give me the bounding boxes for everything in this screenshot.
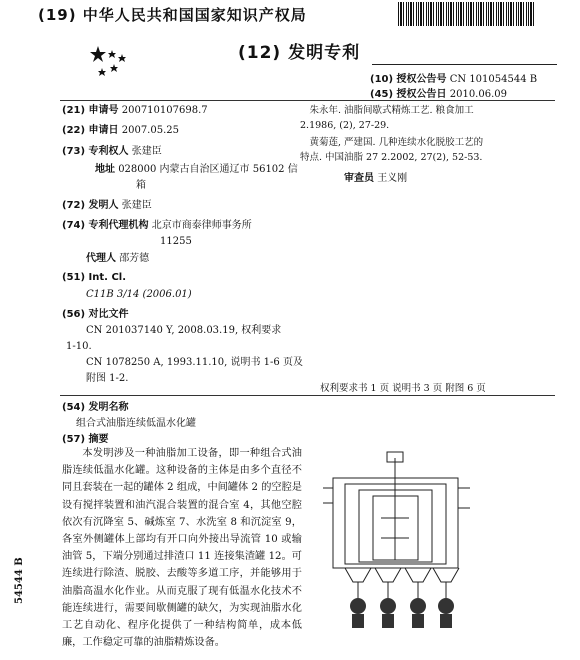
divider (60, 395, 555, 396)
title-label: (54) 发明名称 (62, 402, 129, 413)
citation-1-cont: 1-10. (66, 341, 92, 352)
app-no-row: (21) 申请号 200710107698.7 (62, 105, 208, 116)
divider (372, 64, 557, 65)
reference-1: 朱永年. 油脂间歇式精炼工艺. 粮食加工 2.1986, (2), 27-29. (300, 105, 474, 131)
examiner-row: 审查员 王义刚 (344, 173, 408, 184)
office-header: (19) 中华人民共和国国家知识产权局 (38, 6, 307, 24)
agency-code: 11255 (160, 236, 192, 247)
pub-date-label: (45) 授权公告日 (370, 89, 447, 100)
barcode (398, 2, 536, 26)
citations-label: (56) 对比文件 (62, 309, 129, 320)
pub-date: 2010.06.09 (449, 89, 507, 100)
address-cont: 箱 (136, 180, 146, 191)
agent-row: 代理人 邵芳德 (86, 253, 150, 264)
side-pub-number: 54544 B (14, 557, 25, 604)
pub-number: CN 101054544 B (449, 74, 538, 85)
citation-2: CN 1078250 A, 1993.11.10, 说明书 1-6 页及 (86, 357, 303, 368)
page-counts: 权利要求书 1 页 说明书 3 页 附图 6 页 (320, 383, 486, 394)
pub-number-label: (10) 授权公告号 (370, 74, 447, 85)
divider (60, 100, 555, 101)
pub-date-row (370, 85, 507, 100)
invention-title: 组合式油脂连续低温水化罐 (76, 418, 196, 429)
pub-number-row (370, 70, 537, 85)
abstract-label: (57) 摘要 (62, 434, 109, 445)
document-kind: (12) 发明专利 (238, 43, 361, 63)
abstract-text: 本发明涉及一种油脂加工设备，即一种组合式油脂连续低温水化罐。这种设备的主体是由多个直径不同且套装在一起的罐体 2 组成，中间罐体 2 的空腔是设有搅拌装置和油汽混合装置的混合室 4，其他空腔依次有沉降室 5、碱炼室 7、水洗室 8 和沉淀室 9，各室外侧罐体上部均有开口向外接出导流管 10 或输油管 5，下端分别通过排渣口 11 连接集渣罐 12。可连续进行除渣、脱胶、去酸等多道工序，并能够用于油脂高温水化作业。从而克服了现有低温水化技术不能连续进行，需要间歇侧罐的缺欠，为实现油脂水化工艺自动化、程序化提供了一种结构简单，成本低廉，工作稳定可靠的油脂精炼设备。 (62, 448, 302, 649)
owner-row: (73) 专利权人 张建臣 (62, 146, 162, 157)
citation-2-cont: 附图 1-2. (86, 373, 129, 384)
address-row: 地址 028000 内蒙古自治区通辽市 56102 信 (95, 164, 298, 175)
app-date-row: (22) 申请日 2007.05.25 (62, 125, 179, 136)
apparatus-drawing (315, 448, 480, 638)
cnipa-logo (88, 40, 136, 80)
intcl-value: C11B 3/14 (2006.01) (86, 289, 192, 300)
intcl-row: (51) Int. Cl. (62, 272, 127, 283)
citation-1: CN 201037140 Y, 2008.03.19, 权利要求 (86, 325, 282, 336)
reference-2: 黄菊莲, 严建国. 几种连续水化脱胶工艺的 特点. 中国油脂 27 2.2002, 27(2), 52-53. (300, 137, 484, 163)
agency-row: (74) 专利代理机构 北京市商泰律师事务所 (62, 220, 252, 231)
inventor-row: (72) 发明人 张建臣 (62, 200, 152, 211)
